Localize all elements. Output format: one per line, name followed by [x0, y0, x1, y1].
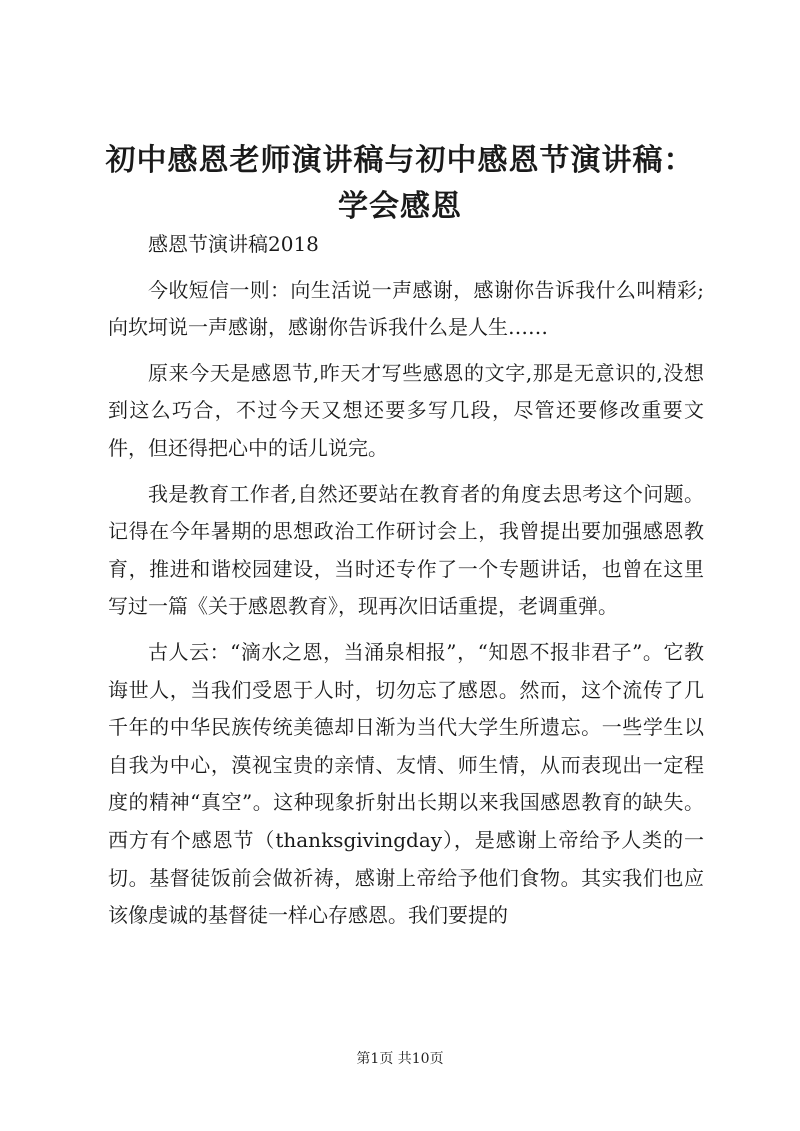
document-title: 初中感恩老师演讲稿与初中感恩节演讲稿：学会感恩	[105, 143, 695, 224]
paragraph: 古人云：“滴水之恩，当涌泉相报”，“知恩不报非君子”。它教诲世人，当我们受恩于人时，切勿忘了感恩。然而，这个流传了几千年的中华民族传统美德却日渐为当代大学生所遗忘。一些学生以自我为中心，漠视宝贵的亲情、友情、师生情，从而表现出一定程度的精神“真空”。这种现象折射出长期以来我国感恩教育的缺失。西方有个感恩节（thanksgivingday），是感谢上帝给予人类的一切。基督徒饭前会做祈祷，感谢上帝给予他们食物。其实我们也应该像虔诚的基督徒一样心存感恩。我们要提的	[108, 639, 704, 928]
paragraph: 我是教育工作者,自然还要站在教育者的角度去思考这个问题。记得在今年暑期的思想政治工作研讨会上，我曾提出要加强感恩教育，推进和谐校园建设，当时还专作了一个专题讲话，也曾在这里写过一篇《关于感恩教育》，现再次旧话重提，老调重弹。	[108, 481, 704, 619]
page-number-footer: 第1页 共10页	[356, 1051, 444, 1067]
document-body	[108, 226, 704, 943]
paragraph: 原来今天是感恩节,昨天才写些感恩的文字,那是无意识的,没想到这么巧合，不过今天又想还要多写几段，尽管还要修改重要文件，但还得把心中的话儿说完。	[108, 360, 704, 460]
paragraph: 今收短信一则：向生活说一声感谢，感谢你告诉我什么叫精彩;向坎坷说一声感谢，感谢你告诉我什么是人生……	[108, 277, 704, 340]
paragraph-subtitle: 感恩节演讲稿2018	[148, 232, 319, 256]
